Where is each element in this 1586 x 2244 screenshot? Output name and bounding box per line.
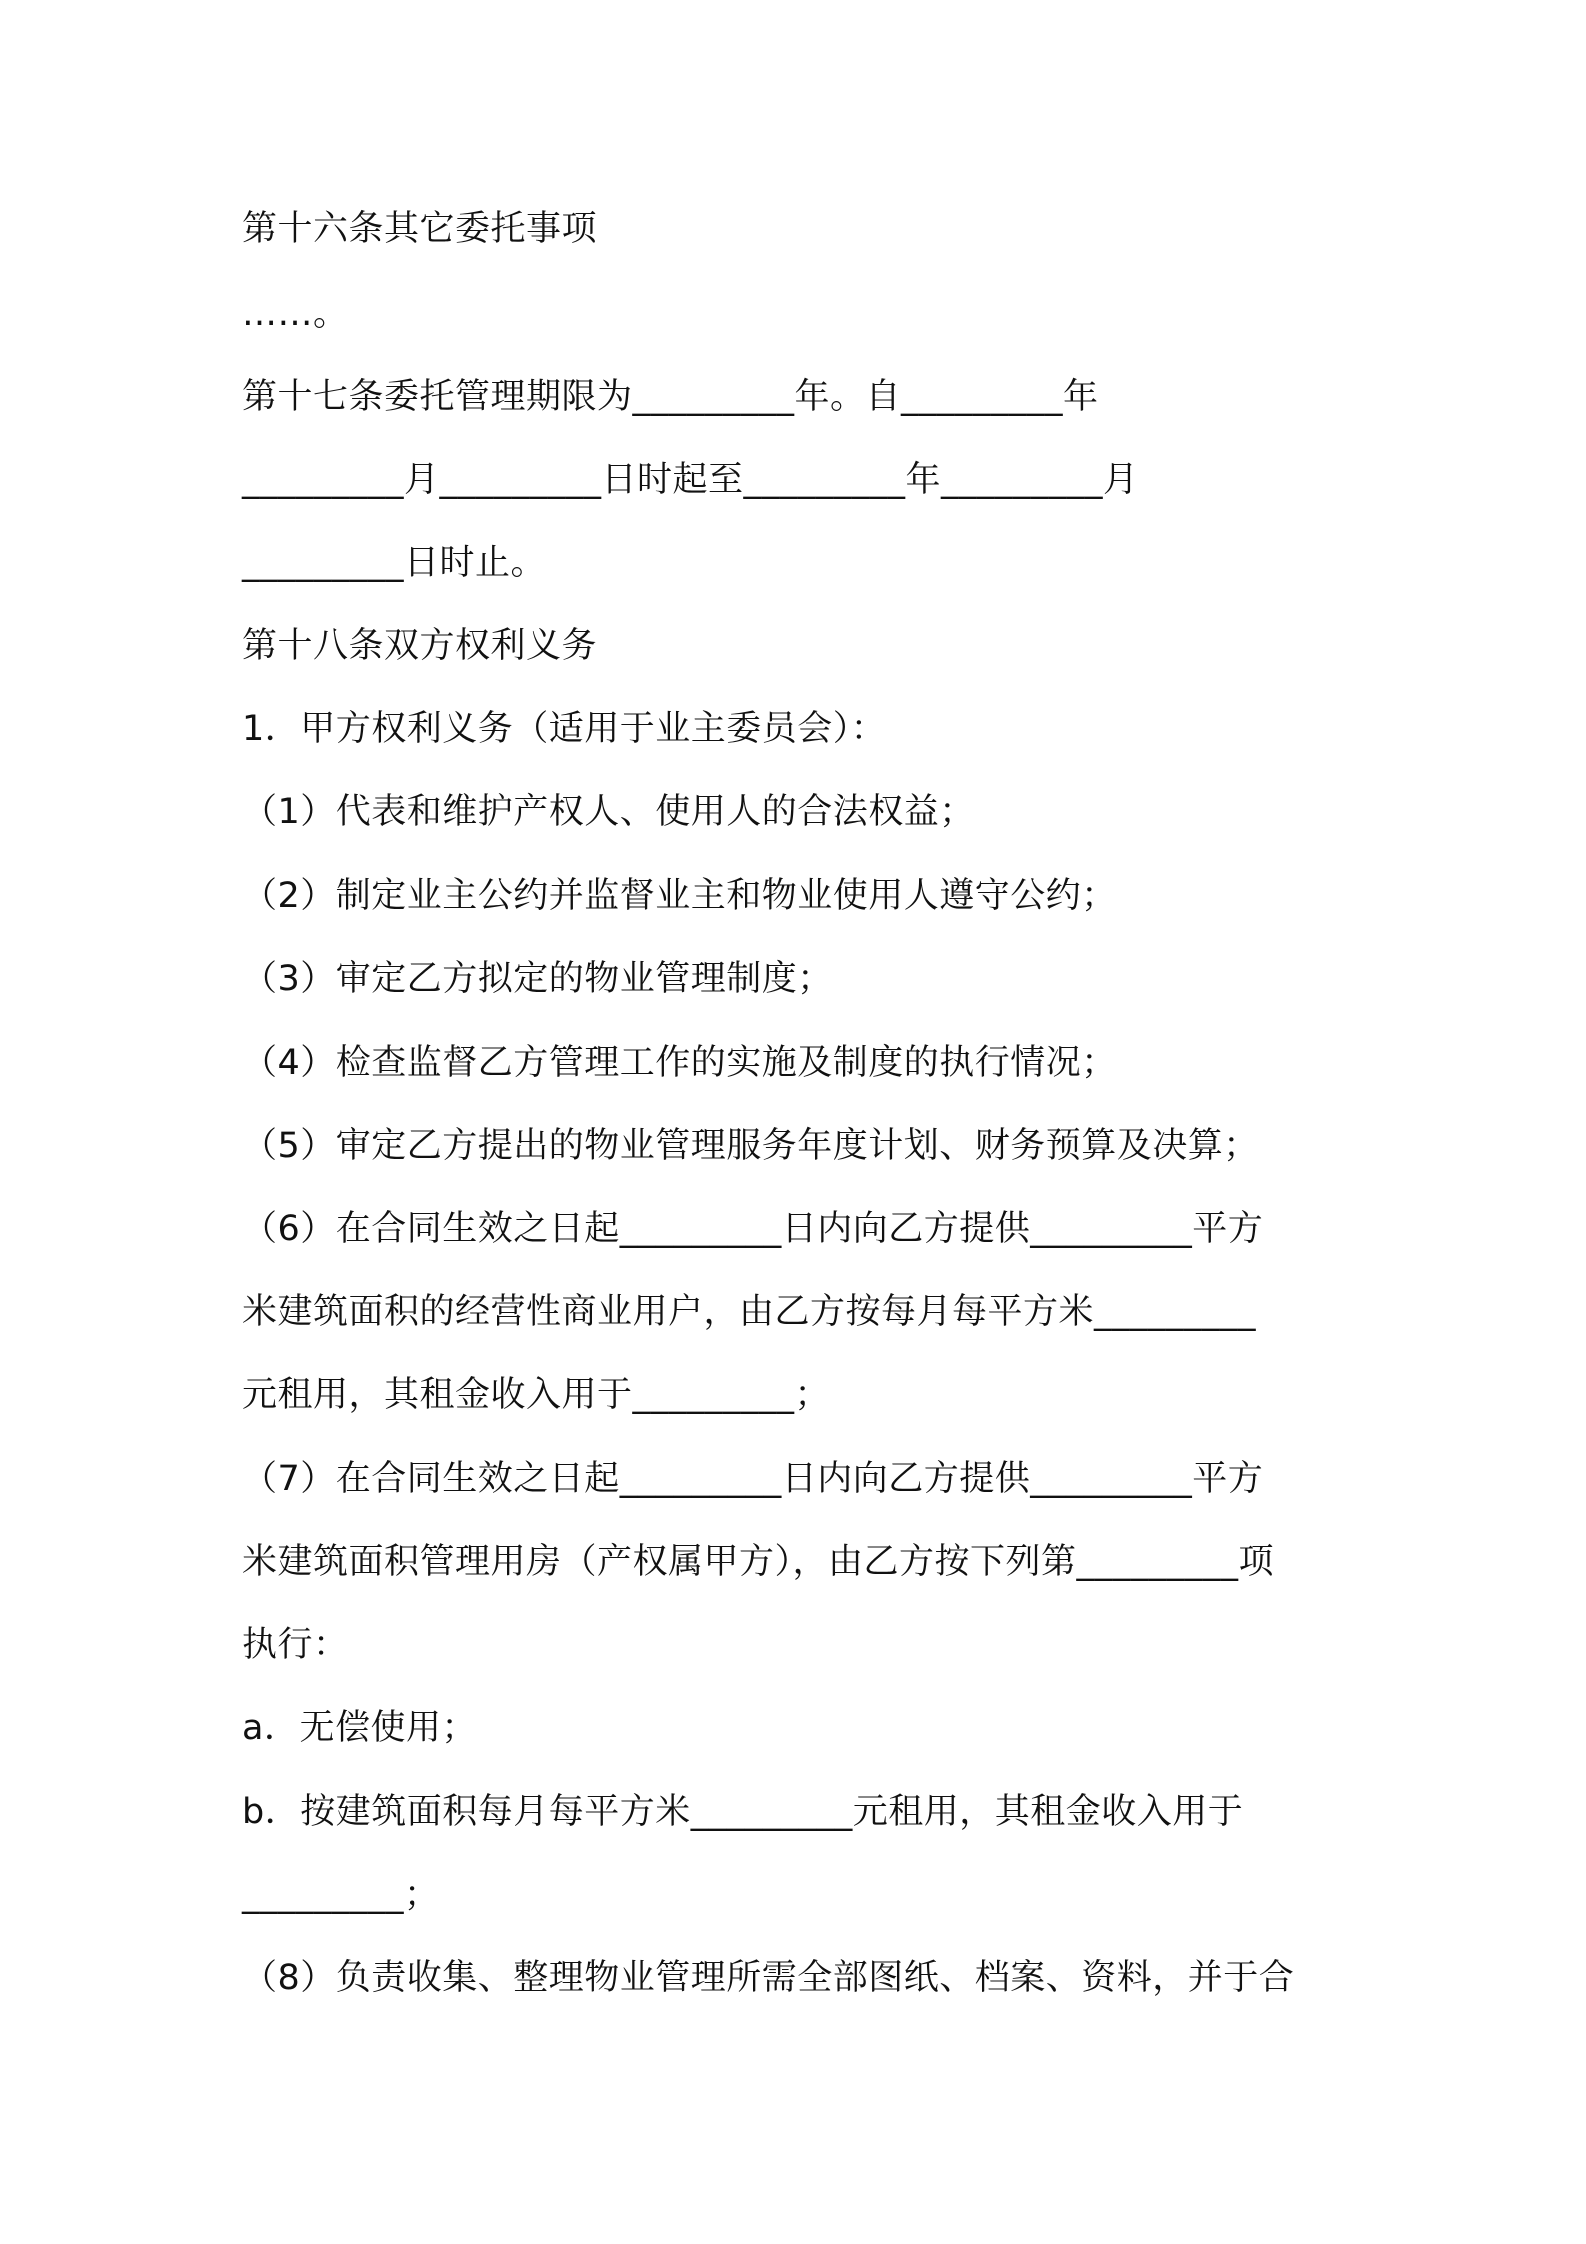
party-a-rights-heading: 1．甲方权利义务（适用于业主委员会）： [242, 709, 887, 749]
item-6-line-1: （6）在合同生效之日起_________日内向乙方提供_________平方 [242, 1209, 1264, 1249]
article-17-line-3: _________日时止。 [242, 543, 547, 583]
item-3: （3）审定乙方拟定的物业管理制度； [242, 959, 833, 999]
item-7-line-3: 执行： [242, 1625, 349, 1665]
item-7-option-b-line-2: _________； [242, 1875, 440, 1915]
article-16-heading: 第十六条其它委托事项 [242, 209, 598, 249]
item-6-line-3: 元租用，其租金收入用于_________； [242, 1375, 831, 1415]
article-17-line-1: 第十七条委托管理期限为_________年。自_________年 [242, 377, 1099, 417]
item-2: （2）制定业主公约并监督业主和物业使用人遵守公约； [242, 876, 1117, 916]
item-5: （5）审定乙方提出的物业管理服务年度计划、财务预算及决算； [242, 1126, 1259, 1166]
article-17-line-2: _________月_________日时起至_________年_________月 [242, 460, 1139, 500]
item-7-option-a: a．无偿使用； [242, 1708, 477, 1748]
article-18-heading: 第十八条双方权利义务 [242, 626, 598, 666]
item-8-line-1: （8）负责收集、整理物业管理所需全部图纸、档案、资料，并于合 [242, 1958, 1295, 1998]
item-7-line-2: 米建筑面积管理用房（产权属甲方），由乙方按下列第_________项 [242, 1542, 1275, 1582]
item-7-option-b-line-1: b．按建筑面积每月每平方米_________元租用，其租金收入用于 [242, 1792, 1244, 1832]
item-4: （4）检查监督乙方管理工作的实施及制度的执行情况； [242, 1043, 1117, 1083]
item-6-line-2: 米建筑面积的经营性商业用户，由乙方按每月每平方米_________ [242, 1292, 1257, 1332]
ellipsis-line: ……。 [242, 294, 349, 334]
item-1: （1）代表和维护产权人、使用人的合法权益； [242, 792, 975, 832]
item-7-line-1: （7）在合同生效之日起_________日内向乙方提供_________平方 [242, 1459, 1264, 1499]
